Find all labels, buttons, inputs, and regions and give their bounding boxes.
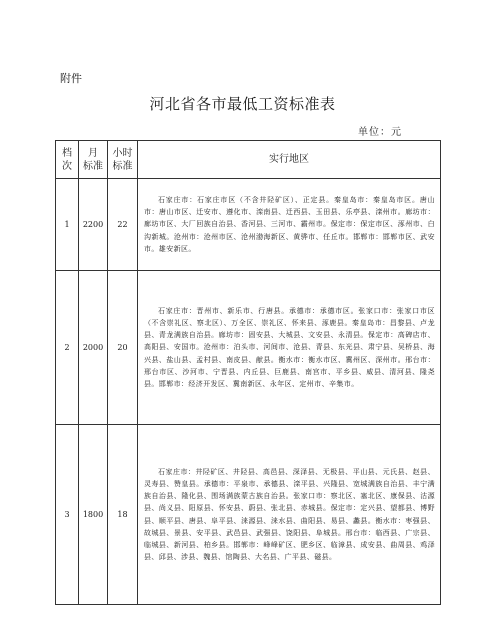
header-hourly-standard <box>108 141 138 179</box>
header-areas-text: 实行地区 <box>269 154 309 165</box>
areas-text: 石家庄市：井陉矿区、井陉县、高邑县、深泽县、无极县、平山县、元氏县、赵县、灵寿县、赞皇县。承德市：平泉市、承德县、滦平县、兴隆县、宽城满族自治县、丰宁满族自治县、隆化县、围场满族蒙古族自治县。张家口市：察北区、塞北区、康保县、沽源县、尚义县、阳原县、怀安县、蔚县、张北县、赤城县。保定市：定兴县、望都县、博野县、顺平县、唐县、阜平县、涞源县、涞水县、曲阳县、易县、蠡县。衡水市：枣强县、故城县、景县、安平县、武邑县、武强县、饶阳县、阜城县。邢台市：临西县、广宗县、临城县、新河县、柏乡县。邯郸市：峰峰矿区、肥乡区、临漳县、成安县、曲周县、鸡泽县、邱县、涉县、魏县、馆陶县、大名县、广平县、磁县。 <box>144 467 435 562</box>
header-monthly-standard <box>79 141 108 179</box>
hourly-cell: 20 <box>108 271 138 425</box>
areas-text: 石家庄市：晋州市、新乐市、行唐县。承德市：承德市区。张家口市：张家口市区（不含崇礼区、察北区）、万全区、崇礼区、怀来县、涿鹿县。秦皇岛市：昌黎县、卢龙县、青龙满族自治县。廊坊市：固安县、大城县、文安县、永清县。保定市：高碑店市、高阳县、安国市。沧州市：泊头市、河间市、沧县、青县、东光县、肃宁县、吴桥县、海兴县、盐山县、孟村县、南皮县、献县。衡水市：衡水市区、冀州区、深州市。邢台市：邢台市区、沙河市、宁晋县、内丘县、巨鹿县、南宫市、平乡县、威县、清河县、隆尧县。邯郸市：经济开发区、冀南新区、永年区、定州市、辛集市。 <box>144 306 435 388</box>
table-header-row <box>56 141 441 179</box>
header-grade-text: 档 次 <box>62 147 72 172</box>
table-row <box>56 271 441 425</box>
hourly-cell: 18 <box>108 425 138 605</box>
areas-cell <box>138 425 441 605</box>
grade-cell: 2 <box>56 271 79 425</box>
grade-cell: 3 <box>56 425 79 605</box>
monthly-cell: 1800 <box>79 425 108 605</box>
monthly-cell: 2200 <box>79 179 108 271</box>
header-monthly-text: 月 标准 <box>83 147 103 172</box>
header-hourly-text: 小时 标准 <box>112 147 133 172</box>
areas-cell <box>138 271 441 425</box>
attachment-label: 附件 <box>60 72 82 85</box>
table-row <box>56 179 441 271</box>
areas-text: 石家庄市：石家庄市区（不含井陉矿区）、正定县。秦皇岛市：秦皇岛市区。唐山市：唐山市区、迁安市、遵化市、滦南县、迁西县、玉田县、乐亭县、滦州市。廊坊市：廊坊市区、大厂回族自治县、香河县、三河市、霸州市。保定市：保定市区、涿州市、白沟新城。沧州市：沧州市区、沧州渤海新区、黄骅市、任丘市。邯郸市：邯郸市区、武安市。雄安新区。 <box>144 195 435 253</box>
table-row <box>56 425 441 605</box>
unit-label: 单位：元 <box>358 127 402 138</box>
monthly-cell: 2000 <box>79 271 108 425</box>
minimum-wage-table <box>55 140 441 605</box>
header-areas <box>138 141 441 179</box>
grade-cell: 1 <box>56 179 79 271</box>
header-grade <box>56 141 79 179</box>
hourly-cell: 22 <box>108 179 138 271</box>
areas-cell <box>138 179 441 271</box>
page-title: 河北省各市最低工资标准表 <box>149 95 336 113</box>
